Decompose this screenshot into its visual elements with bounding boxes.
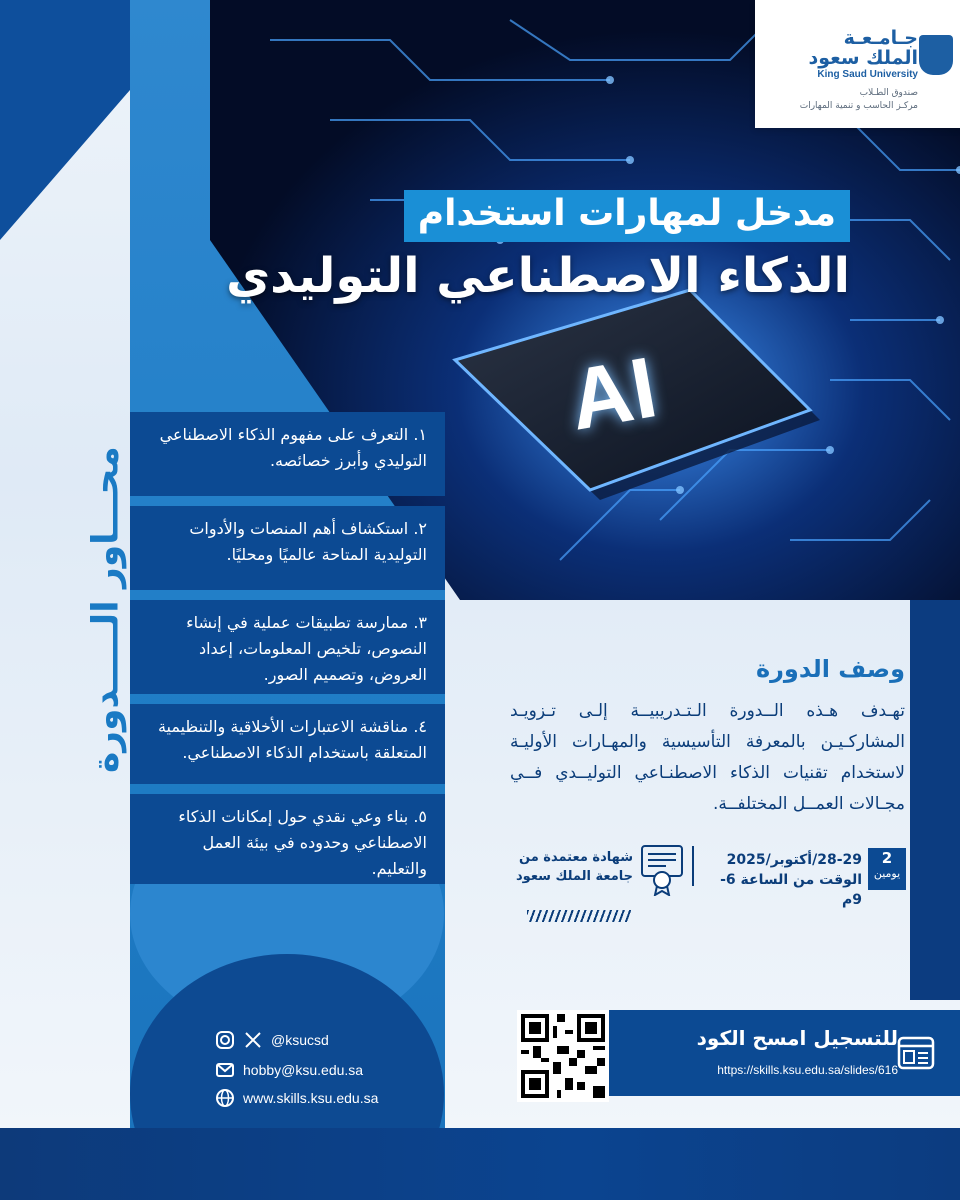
course-date: 28-29/أكتوبر/2025 bbox=[726, 852, 862, 868]
axis-item-1: ١. التعرف على مفهوم الذكاء الاصطناعي التوليدي وأبرز خصائصه. bbox=[130, 412, 445, 496]
logo-dept-line2: مركـز الحاسب و تنمية المهارات bbox=[799, 101, 918, 111]
contact-website-text: www.skills.ksu.edu.sa bbox=[243, 1090, 379, 1106]
course-title-line1: مدخل لمهارات استخدام bbox=[404, 190, 850, 242]
axis-item-5: ٥. بناء وعي نقدي حول إمكانات الذكاء الاصطناعي وحدوده في بيئة العمل والتعليم. bbox=[130, 794, 445, 884]
logo-name-ar-line1: جـامـعـة bbox=[843, 27, 918, 49]
axis-item-3: ٣. ممارسة تطبيقات عملية في إنشاء النصوص، تلخيص المعلومات، إعداد العروض، وتصميم الصور. bbox=[130, 600, 445, 694]
duration-badge bbox=[868, 848, 906, 890]
duration-label: يومين bbox=[873, 867, 901, 880]
contact-email-text: hobby@ksu.edu.sa bbox=[243, 1062, 364, 1078]
contact-email[interactable] bbox=[215, 1060, 363, 1080]
details-divider bbox=[692, 846, 694, 886]
contact-handle: @ksucsd bbox=[271, 1032, 329, 1048]
course-date-time bbox=[712, 850, 862, 910]
instagram-icon bbox=[215, 1030, 235, 1050]
contact-website[interactable] bbox=[215, 1088, 378, 1108]
form-icon bbox=[896, 1034, 936, 1074]
logo-name-ar-line2: الملك سعود bbox=[808, 47, 918, 69]
logo-name-ar bbox=[808, 28, 918, 68]
x-twitter-icon bbox=[243, 1030, 263, 1050]
description-heading: وصف الدورة bbox=[755, 655, 905, 683]
axes-heading: محـــاور الـــــدورة bbox=[85, 446, 127, 774]
contact-social[interactable] bbox=[215, 1030, 329, 1050]
certificate-line1: شهادة معتمدة من bbox=[519, 850, 633, 865]
registration-title: للتسجيل امسح الكود bbox=[696, 1026, 898, 1050]
certificate-icon bbox=[640, 844, 684, 896]
qr-code[interactable] bbox=[517, 1010, 609, 1102]
decorative-hatch bbox=[527, 910, 631, 922]
description-text: تهـدف هـذه الــدورة الـتـدريبيــة إلـى تـزويـد المشاركـيـن بالمعرفة التأسيسية والمهـارات الأوليـة لاستخدام تقنيات الذكاء الاصطنـاعي التوليــدي فــي مجـالات العمــل المختلفــة. bbox=[510, 701, 905, 814]
duration-number: 2 bbox=[881, 849, 893, 867]
certificate-line2: جامعة الملك سعود bbox=[516, 869, 633, 884]
chip-ai-label: AI bbox=[562, 339, 664, 449]
registration-link[interactable]: https://skills.ksu.edu.sa/slides/616 bbox=[717, 1063, 898, 1077]
university-logo-box bbox=[755, 0, 960, 128]
footer-bar bbox=[0, 1128, 960, 1200]
logo-dept-line1: صندوق الطـلاب bbox=[859, 88, 918, 98]
axis-item-2: ٢. استكشاف أهم المنصات والأدوات التوليدية المتاحة عالميًا ومحليًا. bbox=[130, 506, 445, 590]
course-title-line2: الذكاء الاصطناعي التوليدي bbox=[226, 248, 850, 304]
axis-item-4: ٤. مناقشة الاعتبارات الأخلاقية والتنظيمية المتعلقة باستخدام الذكاء الاصطناعي. bbox=[130, 704, 445, 784]
mail-icon bbox=[215, 1060, 235, 1080]
certificate-text bbox=[515, 848, 633, 886]
course-time: الوقت من الساعة 6-9م bbox=[720, 872, 862, 908]
globe-icon bbox=[215, 1088, 235, 1108]
university-emblem-icon bbox=[919, 35, 953, 75]
logo-name-en: King Saud University bbox=[817, 69, 918, 80]
